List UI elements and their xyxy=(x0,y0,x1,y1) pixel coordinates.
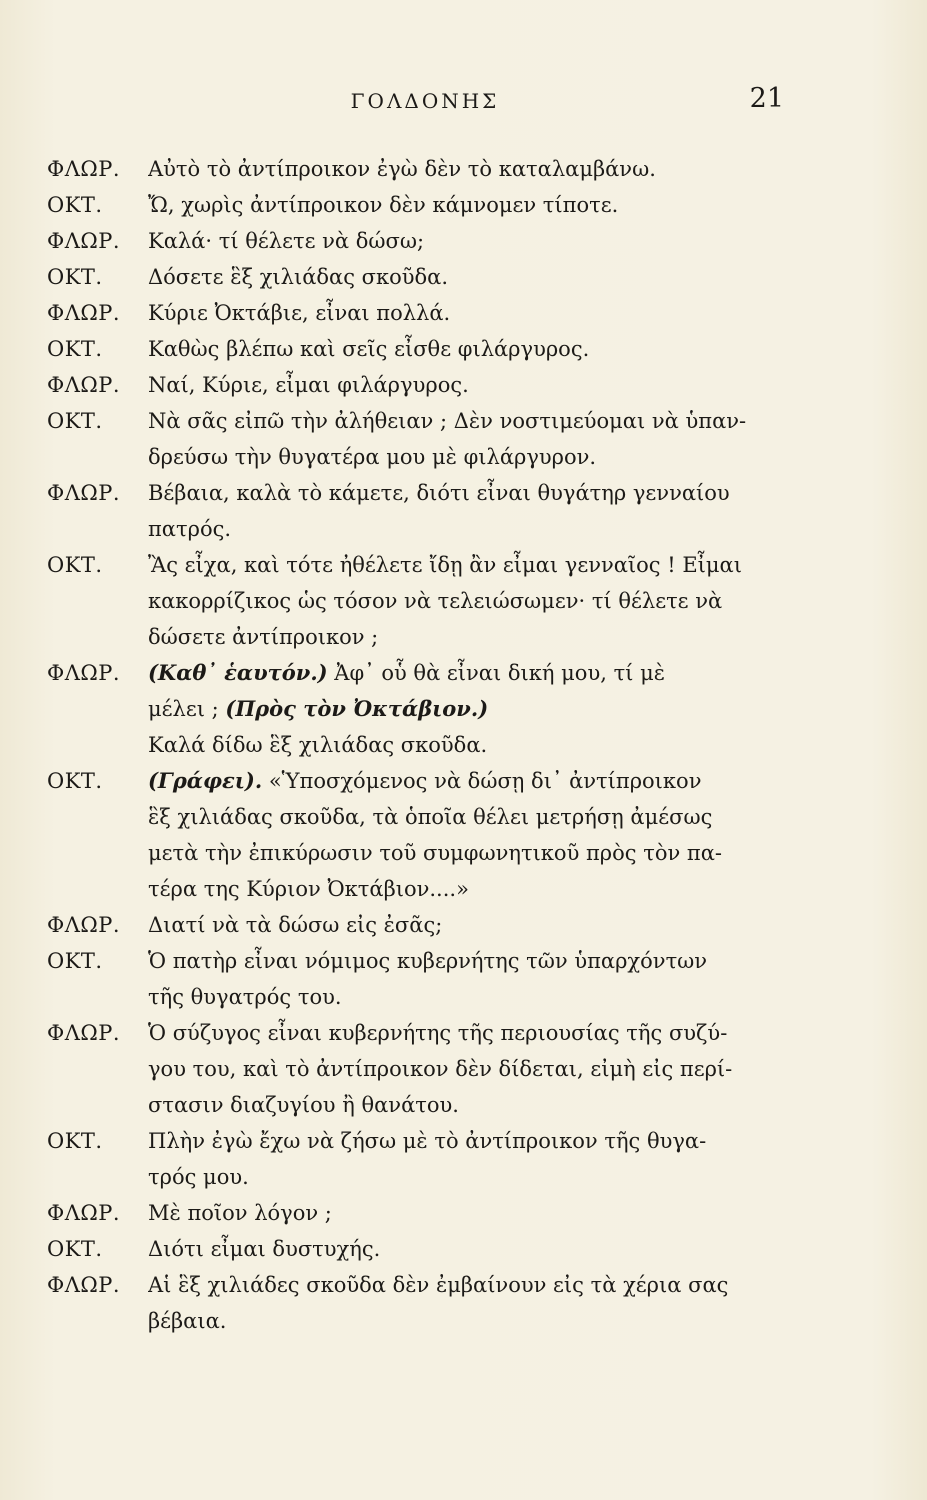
speech-fragment: Καλά δίδω ἓξ χιλιάδας σκοῦδα. xyxy=(148,733,488,757)
speech-line xyxy=(148,655,782,691)
speech-line: δρεύσω τὴν θυγατέρα μου μὲ φιλάργυρον. xyxy=(148,445,597,469)
speech-line: τρός μου. xyxy=(148,1165,249,1189)
speech-line: Καθὼς βλέπω καὶ σεῖς εἶσθε φιλάργυρος. xyxy=(148,337,590,361)
speech-line xyxy=(148,727,782,763)
speaker-label: ΟΚΤ. xyxy=(47,265,103,289)
speech-line: στασιν διαζυγίου ἢ θανάτου. xyxy=(148,1093,459,1117)
speech-line xyxy=(148,691,782,727)
speech-line: Ναί, Κύριε, εἶμαι φιλάργυρος. xyxy=(148,373,469,397)
speech-text xyxy=(148,1195,782,1231)
speech-text xyxy=(148,187,782,223)
speech-line: Κύριε Ὀκτάβιε, εἶναι πολλά. xyxy=(148,301,451,325)
dialogue-entry xyxy=(0,295,927,331)
speech-line: Ὤ, χωρὶς ἀντίπροικον δὲν κάμνομεν τίποτε. xyxy=(148,193,619,217)
speech-fragment: ἓξ χιλιάδας σκοῦδα, τὰ ὁποῖα θέλει μετρήσῃ ἀμέσως xyxy=(148,805,713,829)
stage-direction: (Γράφει). xyxy=(148,768,263,793)
speech-line: πατρός. xyxy=(148,517,232,541)
speaker-label: ΟΚΤ. xyxy=(47,949,103,973)
speech-line xyxy=(148,799,782,835)
speech-text xyxy=(148,295,782,331)
dialogue-entry xyxy=(0,1015,927,1123)
speech-line: Διότι εἶμαι δυστυχής. xyxy=(148,1237,381,1261)
speech-text xyxy=(148,907,782,943)
speech-text xyxy=(148,151,782,187)
speech-text xyxy=(148,259,782,295)
speech-text xyxy=(148,223,782,259)
speaker-label: ΟΚΤ. xyxy=(47,193,103,217)
speech-fragment: «Ὑποσχόμενος νὰ δώσῃ δι᾽ ἀντίπροικον xyxy=(262,769,702,793)
dialogue-entry xyxy=(0,547,927,655)
speech-line: Ὁ πατὴρ εἶναι νόμιμος κυβερνήτης τῶν ὑπαρχόντων xyxy=(148,949,708,973)
dialogue-entry xyxy=(0,907,927,943)
speech-line xyxy=(148,835,782,871)
speaker-label: ΦΛΩΡ. xyxy=(47,661,121,685)
speech-line: βέβαια. xyxy=(148,1309,227,1333)
speech-fragment: τέρα της Κύριον Ὀκτάβιον....» xyxy=(148,877,469,901)
speech-line: Αὐτὸ τὸ ἀντίπροικον ἐγὼ δὲν τὸ καταλαμβάνω. xyxy=(148,157,656,181)
dialogue-entry xyxy=(0,187,927,223)
speech-line: Ὁ σύζυγος εἶναι κυβερνήτης τῆς περιουσίας τῆς συζύ- xyxy=(148,1021,728,1045)
running-title: ΓΟΛΔΟΝΗΣ xyxy=(350,89,500,113)
speech-line: γου του, καὶ τὸ ἀντίπροικον δὲν δίδεται, εἰμὴ εἰς περί- xyxy=(148,1057,733,1081)
speaker-label: ΦΛΩΡ. xyxy=(47,373,121,397)
speech-text xyxy=(148,655,782,763)
dialogue-entry xyxy=(0,655,927,763)
speech-line: Δόσετε ἓξ χιλιάδας σκοῦδα. xyxy=(148,265,449,289)
dialogue-entry xyxy=(0,1267,927,1339)
speech-line: Καλά· τί θέλετε νὰ δώσω; xyxy=(148,229,425,253)
speaker-label: ΟΚΤ. xyxy=(47,553,103,577)
speech-line xyxy=(148,763,782,799)
speech-line: Πλὴν ἐγὼ ἔχω νὰ ζήσω μὲ τὸ ἀντίπροικον τῆς θυγα- xyxy=(148,1129,707,1153)
speaker-label: ΟΚΤ. xyxy=(47,337,103,361)
dialogue-entry xyxy=(0,1231,927,1267)
dialogue-entry xyxy=(0,943,927,1015)
dialogue-text xyxy=(0,151,927,1339)
speaker-label: ΦΛΩΡ. xyxy=(47,229,121,253)
speech-line: δώσετε ἀντίπροικον ; xyxy=(148,625,379,649)
speech-line: τῆς θυγατρός του. xyxy=(148,985,342,1009)
speaker-label: ΦΛΩΡ. xyxy=(47,301,121,325)
speech-line: Διατί νὰ τὰ δώσω εἰς ἐσᾶς; xyxy=(148,913,443,937)
speaker-label: ΟΚΤ. xyxy=(47,1129,103,1153)
speaker-label: ΟΚΤ. xyxy=(47,769,103,793)
speech-text xyxy=(148,1123,782,1195)
speech-line: Νὰ σᾶς εἰπῶ τὴν ἀλήθειαν ; Δὲν νοστιμεύομαι νὰ ὑπαν- xyxy=(148,409,747,433)
speech-line: Αἱ ἓξ χιλιάδες σκοῦδα δὲν ἐμβαίνουν εἰς τὰ χέρια σας xyxy=(148,1273,729,1297)
stage-direction: (Πρὸς τὸν Ὀκτάβιον.) xyxy=(225,696,489,721)
speech-text xyxy=(148,1015,782,1123)
running-head xyxy=(0,83,927,116)
dialogue-entry xyxy=(0,1123,927,1195)
dialogue-entry xyxy=(0,259,927,295)
speaker-label: ΦΛΩΡ. xyxy=(47,481,121,505)
speaker-label: ΦΛΩΡ. xyxy=(47,1201,121,1225)
speaker-label: ΦΛΩΡ. xyxy=(47,1273,121,1297)
dialogue-entry xyxy=(0,367,927,403)
dialogue-entry xyxy=(0,403,927,475)
speech-text xyxy=(148,331,782,367)
speaker-label: ΦΛΩΡ. xyxy=(47,157,121,181)
speech-text xyxy=(148,943,782,1015)
stage-direction: (Καθ᾽ ἑαυτόν.) xyxy=(148,660,328,685)
speech-line: Ἂς εἶχα, καὶ τότε ἠθέλετε ἴδῃ ἂν εἶμαι γενναῖος ! Εἶμαι xyxy=(148,553,742,577)
speech-fragment: μετὰ τὴν ἐπικύρωσιν τοῦ συμφωνητικοῦ πρὸς τὸν πα- xyxy=(148,841,723,865)
speech-text xyxy=(148,763,782,907)
speech-line: Βέβαια, καλὰ τὸ κάμετε, διότι εἶναι θυγάτηρ γενναίου xyxy=(148,481,730,505)
speaker-label: ΟΚΤ. xyxy=(47,1237,103,1261)
dialogue-entry xyxy=(0,223,927,259)
speech-text xyxy=(148,1267,782,1339)
dialogue-entry xyxy=(0,763,927,907)
speaker-label: ΟΚΤ. xyxy=(47,409,103,433)
speaker-label: ΦΛΩΡ. xyxy=(47,913,121,937)
speech-text xyxy=(148,367,782,403)
speech-line: Μὲ ποῖον λόγον ; xyxy=(148,1201,332,1225)
speech-text xyxy=(148,403,782,475)
speech-text xyxy=(148,1231,782,1267)
speech-fragment: Ἀφ᾽ οὗ θὰ εἶναι δική μου, τί μὲ xyxy=(327,661,666,685)
speech-text xyxy=(148,547,782,655)
speech-text xyxy=(148,475,782,547)
dialogue-entry xyxy=(0,151,927,187)
speaker-label: ΦΛΩΡ. xyxy=(47,1021,121,1045)
dialogue-entry xyxy=(0,1195,927,1231)
speech-line: κακορρίζικος ὡς τόσον νὰ τελειώσωμεν· τί θέλετε νὰ xyxy=(148,589,723,613)
dialogue-entry xyxy=(0,475,927,547)
dialogue-entry xyxy=(0,331,927,367)
speech-fragment: μέλει ; xyxy=(148,697,226,721)
speech-line xyxy=(148,871,782,907)
page-number: 21 xyxy=(749,83,784,114)
